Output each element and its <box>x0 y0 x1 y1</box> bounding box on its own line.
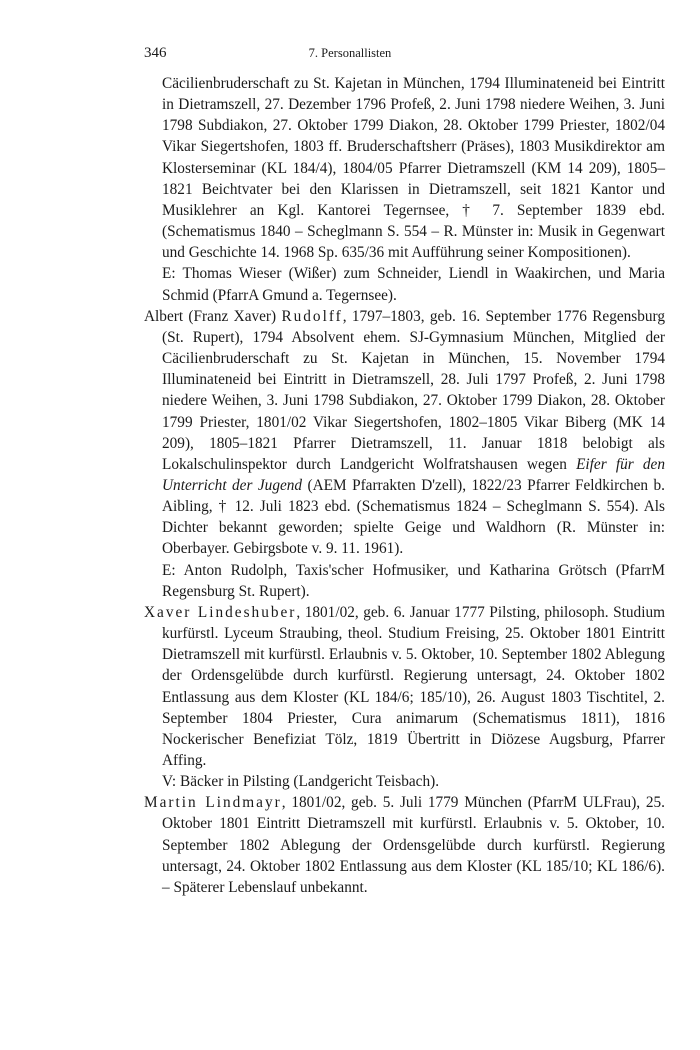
entry-lindeshuber <box>144 602 665 771</box>
entry-name: Rudolff <box>281 307 343 325</box>
entry-name-lead: Albert (Franz Xaver) <box>144 307 282 325</box>
entry-continuation: Cäcilienbruderschaft zu St. Kajetan in München, 1794 Illuminateneid bei Eintritt in Dietramszell, 27. Dezember 1796 Profeß, 2. Juni 1798 niedere Weihen, 3. Juni 1798 Subdiakon, 27. Oktober 1799 Diakon, 28. Oktober 1799 Priester, 1802/04 Vikar Siegertshofen, 1803 ff. Bruderschaftsherr (Präses), 1803 Musikdirektor am Klosterseminar (KL 184/4), 1804/05 Pfarrer Dietramszell (KM 14 209), 1805–1821 Beichtvater bei den Klarissen in Dietramszell, seit 1821 Kantor und Musiklehrer an Kgl. Kantorei Tegernsee, † 7. September 1839 ebd. (Schematismus 1840 – Scheglmann S. 554 – R. Münster in: Musik in Gegenwart und Geschichte 14. 1968 Sp. 635/36 mit Aufführung seiner Kompositionen). <box>162 75 665 262</box>
entry-lindmayr <box>144 792 665 898</box>
entry-text: , 1801/02, geb. 5. Juli 1779 München (PfarrM ULFrau), 25. Oktober 1801 Eintritt Dietramszell mit kurfürstl. Erlaubnis v. 5. Oktober, 10. September 1802 Ablegung der Ordensgelübde durch kurfürstl. Regierung untersagt, 24. Oktober 1802 Entlassung aus dem Kloster (KL 185/10; KL 186/6). – Späterer Lebenslauf unbekannt. <box>162 794 666 896</box>
page-number: 346 <box>144 45 167 61</box>
entry-text: , 1797–1803, geb. 16. September 1776 Regensburg (St. Rupert), 1794 Absolvent ehem. SJ-Gymnasium München, Mitglied der Cäcilienbruderschaft zu St. Kajetan in München, 15. November 1794 Illuminateneid bei Eintritt in Dietramszell, 28. Juli 1797 Profeß, 2. Juni 1798 niedere Weihen, 3. Juni 1798 Subdiakon, 27. Oktober 1799 Diakon, 28. Oktober 1799 Priester, 1801/02 Vikar Siegertshofen, 1802–1805 Vikar Biberg (MK 14 209), 1805–1821 Pfarrer Dietramszell, 11. Januar 1818 belobigt als Lokalschulinspektor durch Landgericht Wolfratshausen wegen <box>162 307 666 473</box>
entry-text: , 1801/02, geb. 6. Januar 1777 Pilsting, philosoph. Studium kurfürstl. Lyceum Straubing, theol. Studium Freising, 25. Oktober 1801 Eintritt Dietramszell mit kurfürstl. Erlaubnis v. 5. Oktober, 10. September 1802 Ablegung der Ordensgelübde durch kurfürstl. Regierung untersagt, 24. Oktober 1802 Entlassung aus dem Kloster (KL 184/6; 185/10), 26. August 1803 Tischtitel, 2. September 1804 Priester, Cura animarum (Schematismus 1811), 1816 Nockerischer Benefiziat Tölz, 1819 Übertritt in Diözese Augsburg, Pfarrer Affing. <box>162 603 665 769</box>
entry-note: V: Bäcker in Pilsting (Landgericht Teisbach). <box>162 773 440 791</box>
running-head: 7. Personallisten <box>308 46 392 60</box>
entry-quote: Eifer für den Unterricht der Jugend <box>162 455 665 494</box>
entry-rudolff <box>144 306 665 560</box>
entry-note: E: Thomas Wieser (Wißer) zum Schneider, Liendl in Waakirchen, und Maria Schmid (PfarrA Gmund a. Tegernsee). <box>162 265 665 304</box>
entry-text-cont: (AEM Pfarrakten D'zell), 1822/23 Pfarrer Feldkirchen b. Aibling, † 12. Juli 1823 ebd. (Schematismus 1824 – Scheglmann S. 554). Als Dichter bekannt geworden; spielte Geige und Waldhorn (R. Münster in: Oberbayer. Gebirgsbote v. 9. 11. 1961). <box>162 476 665 558</box>
entry-name: Xaver Lindeshuber <box>144 603 297 621</box>
entry-note: E: Anton Rudolph, Taxis'scher Hofmusiker, und Katharina Grötsch (PfarrM Regensburg St. Rupert). <box>162 561 665 600</box>
body-text <box>144 73 665 898</box>
entry-name: Martin Lindmayr <box>144 794 282 812</box>
